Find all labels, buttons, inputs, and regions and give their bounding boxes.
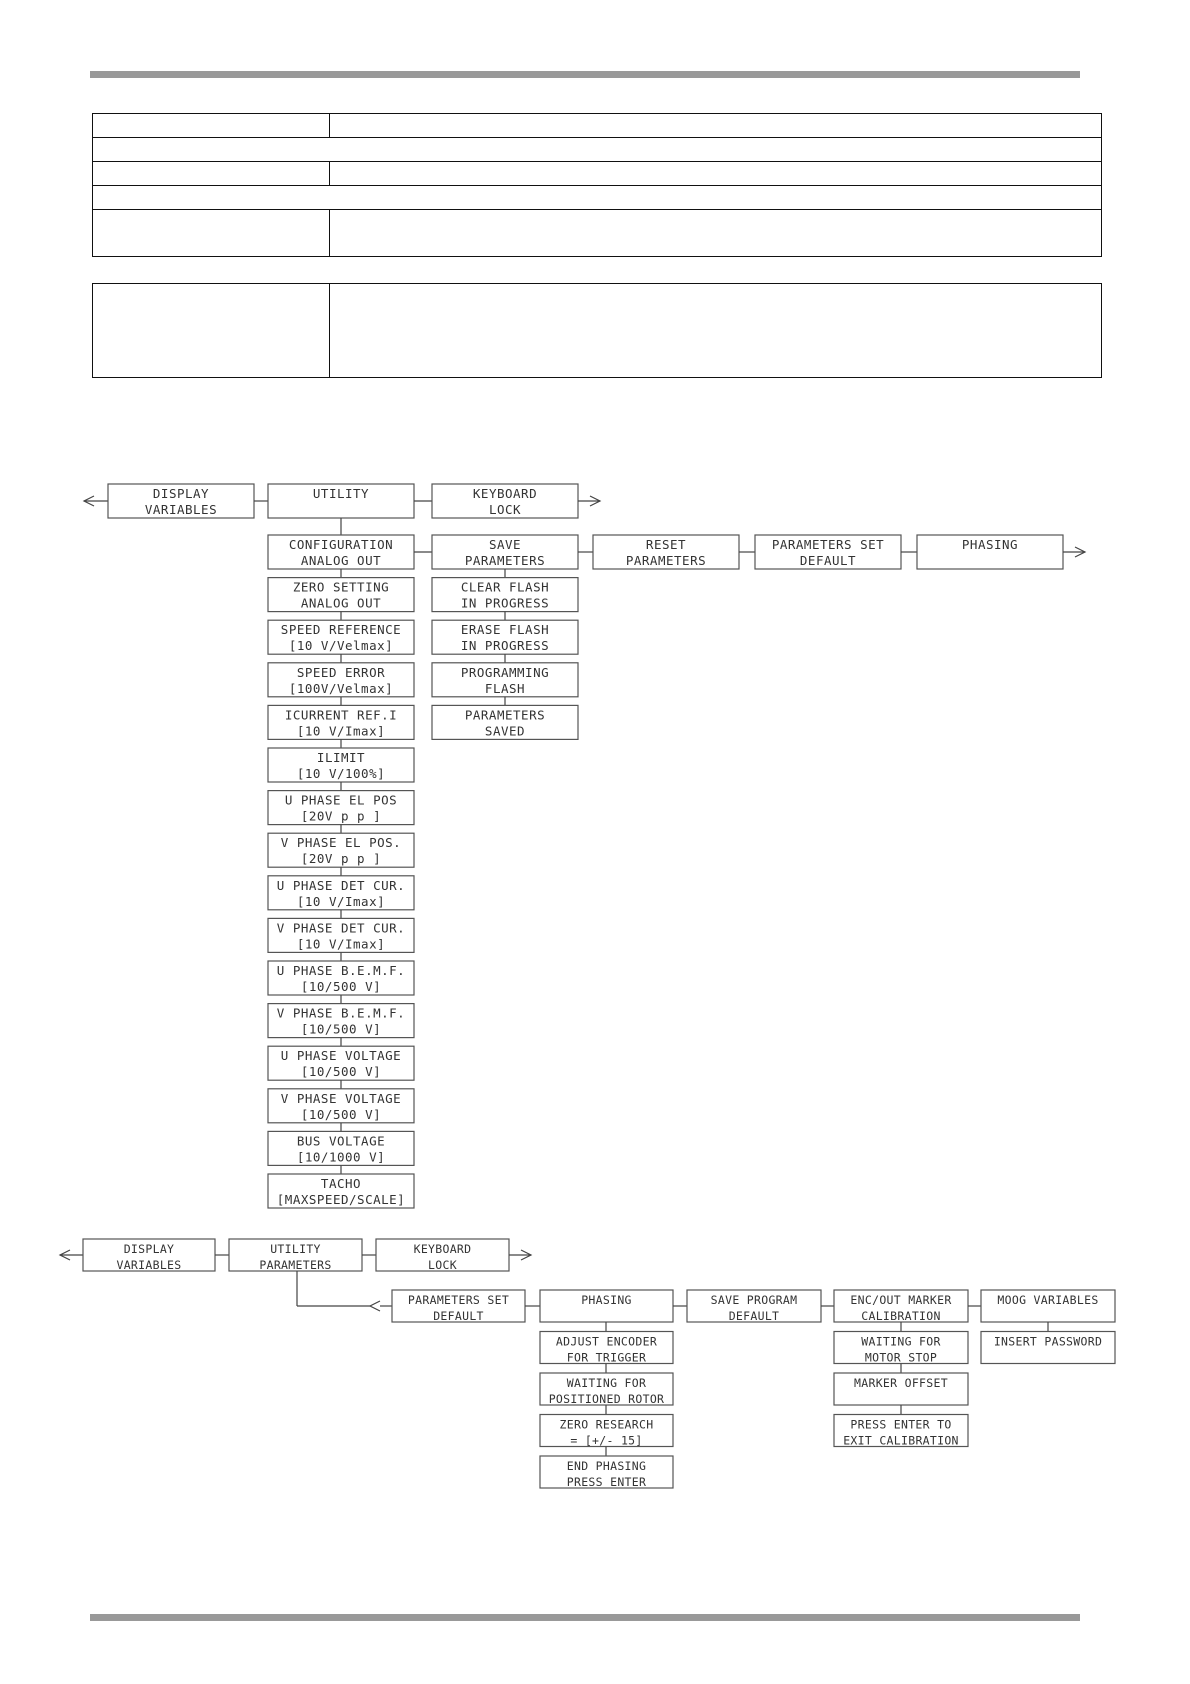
menu-box-label: = [+/- 15]: [570, 1433, 643, 1448]
menu-box-insert-password: [981, 1332, 1115, 1364]
menu-box-label: PARAMETERS: [464, 707, 546, 723]
menu-box-keyboard-lock: [432, 484, 578, 518]
menu-box-label: CONFIGURATION: [288, 537, 394, 552]
menu-diagram-utility-parameters-svg: [0, 1230, 1130, 1500]
table-cell: [330, 162, 1102, 186]
menu-box-label: MOTOR STOP: [864, 1350, 938, 1365]
menu-box-label: [10/500 V]: [300, 1106, 382, 1122]
menu-box-v-phase-voltage-10-500-v: [268, 1089, 414, 1123]
menu-box-label: CALIBRATION: [861, 1309, 941, 1323]
menu-box-label: FLASH: [484, 680, 526, 696]
table-row: [93, 186, 1102, 210]
table-cell: [93, 114, 330, 138]
menu-box-press-enter-to-exit-calibration: [834, 1415, 968, 1448]
menu-box-label: VARIABLES: [116, 1258, 182, 1272]
menu-box-v-phase-det-cur-10-v-imax: [268, 918, 414, 952]
menu-box-label: U PHASE B.E.M.F.: [276, 963, 406, 978]
menu-box-label: SAVED: [484, 723, 526, 739]
menu-box-label: CLEAR FLASH: [460, 579, 550, 595]
menu-box-label: ICURRENT REF.I: [284, 707, 398, 723]
menu-box-label: ENC/OUT MARKER: [850, 1293, 952, 1307]
menu-box-parameters-saved: [432, 705, 578, 739]
menu-box-icurrent-ref-i-10-v-imax: [268, 705, 414, 739]
menu-box-clear-flash-in-progress: [432, 578, 578, 612]
menu-box-zero-setting-analog-out: [268, 578, 414, 612]
menu-box-display-variables: [108, 484, 254, 518]
menu-box-label: SPEED ERROR: [296, 664, 386, 680]
menu-box-label: ERASE FLASH: [460, 622, 550, 638]
menu-box-label: U PHASE DET CUR.: [276, 877, 406, 893]
menu-box-label: LOCK: [428, 1258, 457, 1272]
table-cell: [93, 186, 1102, 210]
menu-box-label: SPEED REFERENCE: [280, 622, 402, 638]
menu-box-label: [10/500 V]: [300, 979, 382, 994]
menu-box-label: KEYBOARD: [472, 486, 538, 501]
menu-box-v-phase-el-pos-20v-p-p: [268, 833, 414, 867]
menu-box-label: ILIMIT: [316, 750, 366, 765]
menu-box-reset-parameters: [593, 535, 739, 569]
table-cell: [93, 210, 330, 257]
menu-box-utility-parameters: [229, 1239, 362, 1272]
menu-box-label: RESET: [645, 537, 687, 552]
menu-box-label: U PHASE EL POS: [284, 792, 398, 808]
menu-box-label: ZERO SETTING: [292, 579, 390, 595]
menu-box-programming-flash: [432, 663, 578, 697]
menu-box-label: WAITING FOR: [861, 1334, 941, 1349]
menu-box-label: BUS VOLTAGE: [296, 1133, 386, 1149]
menu-box-label: [10 V/Imax]: [296, 936, 386, 952]
menu-box-label: PARAMETERS SET: [771, 537, 885, 552]
info-table-2: [92, 283, 1102, 378]
menu-box-label: [10/500 V]: [300, 1021, 382, 1037]
menu-box-label: [10 V/Imax]: [296, 723, 386, 739]
table-cell: [330, 210, 1102, 257]
menu-box-label: [10/500 V]: [300, 1064, 382, 1080]
table-row: [93, 138, 1102, 162]
menu-box-label: IN PROGRESS: [460, 595, 550, 611]
menu-box-bus-voltage-10-1000-v: [268, 1131, 414, 1165]
table-row: [93, 162, 1102, 186]
menu-box-label: FOR TRIGGER: [566, 1350, 647, 1365]
menu-box-label: [100V/Velmax]: [288, 680, 394, 696]
menu-box-adjust-encoder-for-trigger: [540, 1332, 673, 1365]
menu-box-ilimit-10-v-100: [268, 748, 414, 782]
menu-box-phasing: [540, 1290, 673, 1322]
menu-box-enc-out-marker-calibration: [834, 1290, 968, 1323]
menu-box-configuration-analog-out: [268, 535, 414, 569]
menu-box-label: ANALOG OUT: [300, 553, 382, 568]
info-table-1: [92, 113, 1102, 257]
menu-box-label: [10/1000 V]: [296, 1149, 386, 1165]
menu-box-u-phase-voltage-10-500-v: [268, 1046, 414, 1080]
menu-box-label: V PHASE EL POS.: [280, 835, 402, 851]
menu-box-label: TACHO: [320, 1176, 362, 1191]
menu-box-label: INSERT PASSWORD: [993, 1334, 1103, 1349]
menu-box-label: PARAMETERS: [464, 553, 546, 568]
menu-box-label: V PHASE VOLTAGE: [280, 1090, 402, 1106]
menu-diagram-utility-parameters: [0, 1230, 1130, 1500]
table-cell: [330, 114, 1102, 138]
menu-box-label: SAVE PROGRAM: [710, 1293, 798, 1307]
menu-box-label: MOOG VARIABLES: [997, 1293, 1099, 1307]
table-row: [93, 284, 1102, 378]
header-rule: [90, 71, 1080, 78]
table-row: [93, 114, 1102, 138]
menu-box-moog-variables: [981, 1290, 1115, 1322]
menu-box-label: DISPLAY: [152, 486, 210, 501]
menu-box-utility: [268, 484, 414, 518]
menu-box-u-phase-det-cur-10-v-imax: [268, 876, 414, 910]
menu-box-speed-reference-10-v-velmax: [268, 620, 414, 654]
table-cell: [93, 162, 330, 186]
menu-box-waiting-for-positioned-rotor: [540, 1373, 673, 1406]
menu-box-label: PRESS ENTER: [566, 1475, 647, 1489]
menu-box-end-phasing-press-enter: [540, 1456, 673, 1489]
menu-box-u-phase-el-pos-20v-p-p: [268, 791, 414, 825]
menu-box-zero-research-15: [540, 1415, 673, 1448]
menu-box-label: VARIABLES: [144, 502, 218, 517]
menu-box-label: UTILITY: [312, 486, 370, 501]
menu-box-parameters-set-default: [755, 535, 901, 569]
menu-box-phasing: [917, 535, 1063, 569]
menu-box-save-program-default: [687, 1290, 821, 1323]
menu-box-save-parameters: [432, 535, 578, 569]
menu-box-v-phase-b-e-m-f-10-500-v: [268, 1004, 414, 1038]
menu-box-label: LOCK: [488, 502, 522, 517]
menu-box-label: DEFAULT: [433, 1309, 484, 1323]
menu-box-label: ANALOG OUT: [300, 595, 382, 611]
menu-box-label: IN PROGRESS: [460, 638, 550, 654]
menu-box-label: PROGRAMMING: [460, 664, 550, 680]
footer-rule: [90, 1614, 1080, 1621]
table-cell: [330, 284, 1102, 378]
menu-box-label: U PHASE VOLTAGE: [280, 1048, 402, 1064]
menu-box-display-variables: [83, 1239, 215, 1272]
table-cell: [93, 284, 330, 378]
menu-box-label: [MAXSPEED/SCALE]: [276, 1192, 406, 1207]
menu-box-tacho-maxspeed-scale: [268, 1174, 414, 1208]
menu-box-label: WAITING FOR: [566, 1376, 647, 1390]
menu-box-u-phase-b-e-m-f-10-500-v: [268, 961, 414, 995]
table-row: [93, 210, 1102, 257]
menu-box-marker-offset: [834, 1373, 968, 1405]
menu-box-label: DEFAULT: [799, 553, 857, 568]
menu-box-label: UTILITY: [270, 1242, 321, 1256]
arrow-left-icon: [370, 1301, 380, 1311]
menu-box-label: SAVE: [488, 537, 522, 552]
menu-box-label: KEYBOARD: [413, 1242, 472, 1256]
menu-box-label: PARAMETERS: [625, 553, 707, 568]
menu-box-label: PHASING: [961, 537, 1019, 552]
menu-diagram-utility: [0, 470, 1120, 1220]
menu-box-label: END PHASING: [566, 1459, 647, 1473]
menu-box-label: MARKER OFFSET: [854, 1376, 948, 1390]
menu-box-keyboard-lock: [376, 1239, 509, 1272]
menu-box-label: [10 V/Imax]: [296, 893, 386, 909]
menu-box-label: [10 V/Velmax]: [288, 638, 394, 654]
menu-box-label: DEFAULT: [728, 1309, 780, 1323]
table-cell: [93, 138, 1102, 162]
menu-box-label: DISPLAY: [123, 1242, 175, 1256]
menu-box-label: EXIT CALIBRATION: [843, 1433, 959, 1448]
menu-box-label: V PHASE DET CUR.: [276, 920, 406, 936]
menu-box-label: ADJUST ENCODER: [555, 1334, 658, 1349]
menu-box-label: POSITIONED ROTOR: [548, 1392, 665, 1406]
menu-box-speed-error-100v-velmax: [268, 663, 414, 697]
menu-box-label: PARAMETERS SET: [407, 1293, 510, 1307]
menu-box-label: V PHASE B.E.M.F.: [276, 1005, 406, 1021]
menu-box-parameters-set-default: [392, 1290, 525, 1323]
menu-box-label: [10 V/100%]: [296, 766, 386, 781]
menu-box-erase-flash-in-progress: [432, 620, 578, 654]
menu-box-label: [20V p p ]: [300, 808, 382, 824]
menu-box-label: PRESS ENTER TO: [850, 1417, 952, 1432]
menu-box-label: PARAMETERS: [259, 1258, 332, 1272]
menu-diagram-utility-svg: [0, 470, 1120, 1220]
menu-box-label: PHASING: [581, 1293, 632, 1307]
menu-box-label: [20V p p ]: [300, 851, 382, 867]
menu-box-label: ZERO RESEARCH: [559, 1417, 654, 1432]
menu-box-waiting-for-motor-stop: [834, 1332, 968, 1365]
